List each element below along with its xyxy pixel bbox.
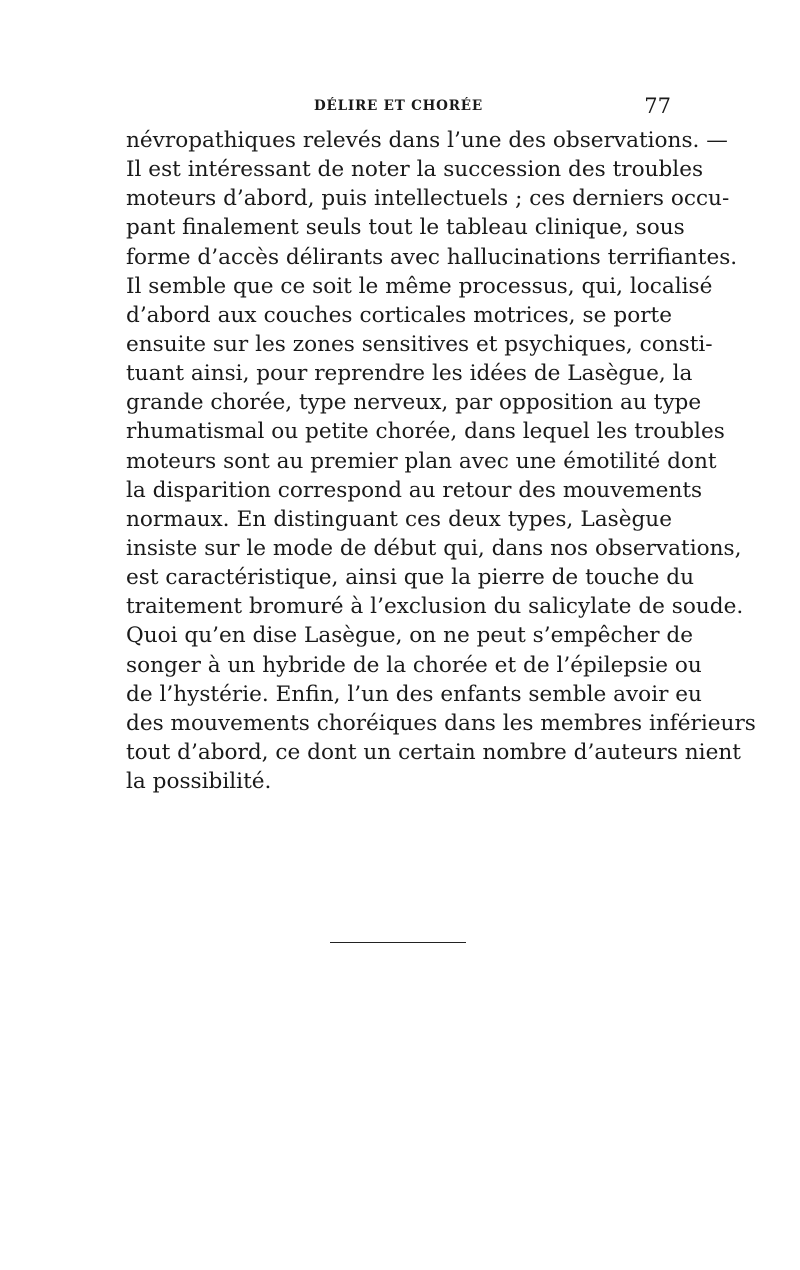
text-line: d’abord aux couches corticales motrices, se porte <box>126 302 672 328</box>
text-line: songer à un hybride de la chorée et de l’épilepsie ou <box>126 652 702 678</box>
text-line: tuant ainsi, pour reprendre les idées de Lasègue, la <box>126 361 693 387</box>
text-line: la disparition correspond au retour des mouvements <box>126 477 703 503</box>
text-line: moteurs d’abord, puis intellectuels ; ces derniers occu- <box>126 186 730 212</box>
text-line: la possibilité. <box>126 769 272 795</box>
text-line: rhumatismal ou petite chorée, dans lequel les troubles <box>126 419 725 445</box>
running-head <box>126 96 671 120</box>
text-line: Quoi qu’en dise Lasègue, on ne peut s’empêcher de <box>126 623 694 649</box>
text-line: Il semble que ce soit le même processus, qui, localisé <box>126 273 713 299</box>
text-line: forme d’accès délirants avec hallucinations terrifiantes. <box>126 244 738 270</box>
text-line: ensuite sur les zones sensitives et psychiques, consti- <box>126 331 713 357</box>
text-line: grande chorée, type nerveux, par opposition au type <box>126 390 702 416</box>
text-line: tout d’abord, ce dont un certain nombre d’auteurs nient <box>126 739 741 765</box>
text-line: de l’hystérie. Enfin, l’un des enfants semble avoir eu <box>126 681 702 707</box>
text-line: névropathiques relevés dans l’une des observations. — <box>126 128 728 153</box>
text-line: insiste sur le mode de début qui, dans nos observations, <box>126 535 742 561</box>
body-paragraph <box>126 126 756 796</box>
text-line: pant finalement seuls tout le tableau clinique, sous <box>126 215 685 241</box>
page-number: 77 <box>644 94 671 118</box>
text-line: des mouvements choréiques dans les membres inférieurs <box>126 710 756 736</box>
section-divider-rule <box>330 942 466 943</box>
text-line: traitement bromuré à l’exclusion du salicylate de soude. <box>126 594 744 620</box>
text-line: est caractéristique, ainsi que la pierre de touche du <box>126 565 695 591</box>
text-line: Il est intéressant de noter la succession des troubles <box>126 157 704 183</box>
text-line: normaux. En distinguant ces deux types, Lasègue <box>126 506 672 532</box>
text-line: moteurs sont au premier plan avec une émotilité dont <box>126 448 717 474</box>
running-title: DÉLIRE ET CHORÉE <box>314 98 483 114</box>
